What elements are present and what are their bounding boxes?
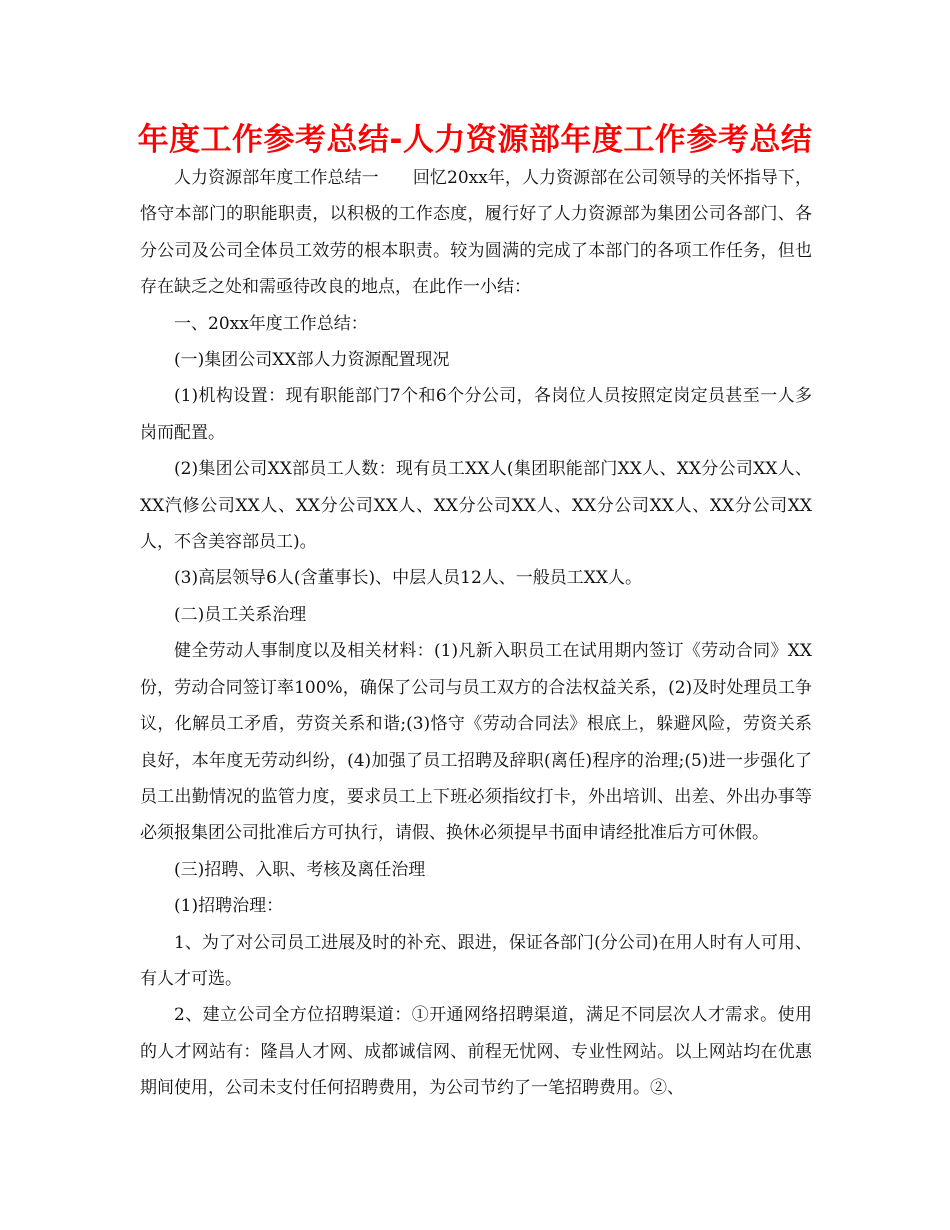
paragraph-staff-count: (2)集团公司XX部员工人数：现有员工XX人(集团职能部门XX人、XX分公司XX人、XX汽修公司XX人、XX分公司XX人、XX分公司XX人、XX分公司XX人、XX分公司XX人，不含美容部员工)。 (140, 459, 812, 553)
paragraph-recruitment-heading: (1)招聘治理： (174, 896, 284, 917)
paragraph-staff-levels: (3)高层领导6人(含董事长)、中层人员12人、一般员工XX人。 (174, 568, 642, 589)
paragraph-subheading-3: (三)招聘、入职、考核及离任治理 (174, 859, 426, 880)
paragraph-labor-relations: 健全劳动人事制度以及相关材料：(1)凡新入职员工在试用期内签订《劳动合同》XX份，劳动合同签订率100%，确保了公司与员工双方的合法权益关系，(2)及时处理员工争议，化解员工矛盾，劳资关系和谐;(3)恪守《劳动合同法》根底上，躲避风险，劳资关系良好，本年度无劳动纠纷，(4)加强了员工招聘及辞职(离任)程序的治理;(5)进一步强化了员工出勤情况的监管力度，要求员工上下班必须指纹打卡，外出培训、出差、外出办事等必须报集团公司批准后方可执行，请假、换休必须提早书面申请经批准后方可休假。 (140, 641, 812, 844)
paragraph-recruitment-1: 1、为了对公司员工进展及时的补充、跟进，保证各部门(分公司)在用人时有人可用、有人才可选。 (140, 932, 812, 989)
paragraph-intro: 人力资源部年度工作总结一 回忆20xx年，人力资源部在公司领导的关怀指导下，恪守本部门的职能职责，以积极的工作态度，履行好了人力资源部为集团公司各部门、各分公司及公司全体员工效劳的根本职责。较为圆满的完成了本部门的各项工作任务，但也存在缺乏之处和需亟待改良的地点，在此作一小结： (140, 168, 812, 298)
paragraph-recruitment-2: 2、建立公司全方位招聘渠道：①开通网络招聘渠道，满足不同层次人才需求。使用的人才网站有：隆昌人才网、成都诚信网、前程无忧网、专业性网站。以上网站均在优惠期间使用，公司未支付任何招聘费用，为公司节约了一笔招聘费用。②、 (140, 1005, 812, 1099)
paragraph-subheading-1: (一)集团公司XX部人力资源配置现况 (174, 350, 450, 371)
paragraph-subheading-2: (二)员工关系治理 (174, 604, 307, 625)
paragraph-org-structure: (1)机构设置：现有职能部门7个和6个分公司，各岗位人员按照定岗定员甚至一人多岗而配置。 (140, 386, 812, 443)
document-body (140, 160, 812, 1107)
paragraph-section-heading: 一、20xx年度工作总结： (174, 313, 368, 334)
document-title: 年度工作参考总结-人力资源部年度工作参考总结 (137, 122, 813, 158)
